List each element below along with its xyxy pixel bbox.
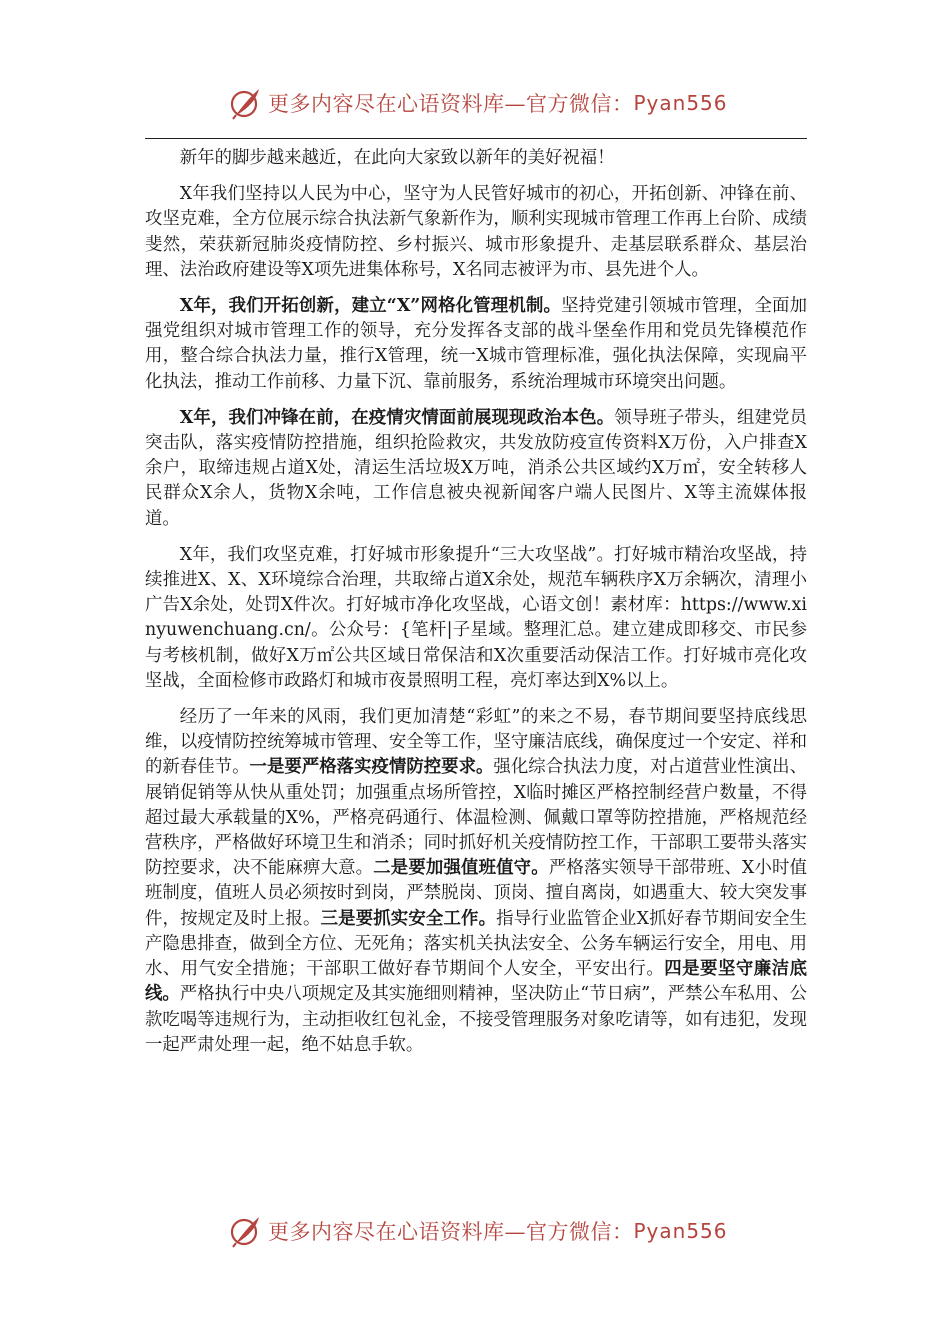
paragraph-heading: 三是要抓实安全工作。: [320, 908, 497, 929]
paragraph-text: 坚持党建引领城市管理，全面加强党组织对城市管理工作的领导，充分发挥各支部的战斗堡垒作用和党员先锋模范作用，整合综合执法力量，推行X管理，统一X城市管理标准，强化执法保障，实现扁平化执法，推动工作前移、力量下沉、靠前服务，系统治理城市环境突出问题。: [145, 296, 807, 392]
paragraph: [145, 182, 807, 283]
banner-text: 更多内容尽在心语资料库—官方微信：: [268, 1220, 634, 1244]
document-body: [145, 146, 807, 1069]
banner-text: 更多内容尽在心语资料库—官方微信：: [268, 92, 634, 116]
paragraph-text: 经历了一年来的风雨，我们更加清楚“彩虹”的来之不易，春节期间要坚持底线思维，以疫情防控统筹城市管理、安全等工作，坚守廉洁底线，确保度过一个安定、祥和的新春佳节。: [145, 707, 807, 778]
paragraph-text: 严格落实领导干部带班、X小时值班制度，值班人员必须按时到岗，严禁脱岗、顶岗、擅自离岗，如遇重大、较大突发事件，按规定及时上报。: [145, 858, 807, 929]
paragraph-heading: 四是要坚守廉洁底线。: [145, 959, 807, 1005]
paragraph-text: 强化综合执法力度，对占道营业性演出、展销促销等从快从重处罚；加强重点场所管控，X临时摊区严格控制经营户数量，不得超过最大承载量的X%，严格亮码通行、体温检测、佩戴口罩等防控措施，严格规范经营秩序，严格做好环境卫生和消杀；同时抓好机关疫情防控工作，干部职工要带头落实防控要求，决不能麻痹大意。: [145, 757, 807, 879]
paragraph-heading: 一是要严格落实疫情防控要求。: [249, 757, 494, 778]
paragraph-heading: 二是要加强值班值守。: [373, 858, 549, 879]
banner-wechat-id: Pyan556: [633, 91, 728, 115]
paragraph-text: 领导班子带头，组建党员突击队，落实疫情防控措施，组织抢险救灾，共发放防疫宣传资料X万份，入户排查X余户，取缔违规占道X处，清运生活垃圾X万吨，消杀公共区域约X万㎡，安全转移人民群众X余人，货物X余吨，工作信息被央视新闻客户端人民图片、X等主流媒体报道。: [145, 407, 807, 529]
paragraph-heading: X年，我们冲锋在前，在疫情灾情面前展现现政治本色。: [179, 407, 615, 428]
paragraph: [145, 294, 807, 395]
paragraph-text: X年我们坚持以人民为中心，坚守为人民管好城市的初心，开拓创新、冲锋在前、攻坚克难，全方位展示综合执法新气象新作为，顺利实现城市管理工作再上台阶、成绩斐然，荣获新冠肺炎疫情防控、乡村振兴、城市形象提升、走基层联系群众、基层治理、法治政府建设等X项先进集体称号，X名同志被评为市、县先进个人。: [145, 184, 807, 280]
header-banner: [228, 83, 748, 123]
header-divider: [145, 138, 807, 139]
paragraph: [145, 543, 807, 694]
paragraph-text: 新年的脚步越来越近，在此向大家致以新年的美好祝福！: [179, 148, 615, 168]
footer-banner: [228, 1211, 748, 1251]
paragraph-heading: X年，我们开拓创新，建立“X”网格化管理机制。: [179, 296, 562, 317]
paragraph: [145, 146, 807, 171]
paragraph-text: 指导行业监管企业X抓好春节期间安全生产隐患排查，做到全方位、无死角；落实机关执法安全、公务车辆运行安全，用电、用水、用气安全措施；干部职工做好春节期间个人安全，平安出行。: [145, 908, 807, 980]
quill-pen-logo-icon: [228, 85, 264, 121]
quill-pen-logo-icon: [228, 1213, 264, 1249]
banner-wechat-id: Pyan556: [633, 1219, 728, 1243]
paragraph: [145, 406, 807, 532]
paragraph-text: X年，我们攻坚克难，打好城市形象提升“三大攻坚战”。打好城市精治攻坚战，持续推进X、X、X环境综合治理，共取缔占道X余处，规范车辆秩序X万余辆次，清理小广告X余处，处罚X件次。打好城市净化攻坚战，心语文创！素材库：https://www.xinyuwenchuang.cn/。公众号：{笔杆|子星域。整理汇总。建立建成即移交、市民参与考核机制，做好X万㎡公共区域日常保洁和X次重要活动保洁工作。打好城市亮化攻坚战，全面检修市政路灯和城市夜景照明工程，亮灯率达到X%以上。: [145, 544, 807, 691]
paragraph: [145, 705, 807, 1058]
paragraph-text: 严格执行中央八项规定及其实施细则精神，坚决防止“节日病”，严禁公车私用、公款吃喝等违规行为，主动拒收红包礼金，不接受管理服务对象吃请等，如有违犯，发现一起严肃处理一起，绝不姑息手软。: [145, 984, 807, 1055]
